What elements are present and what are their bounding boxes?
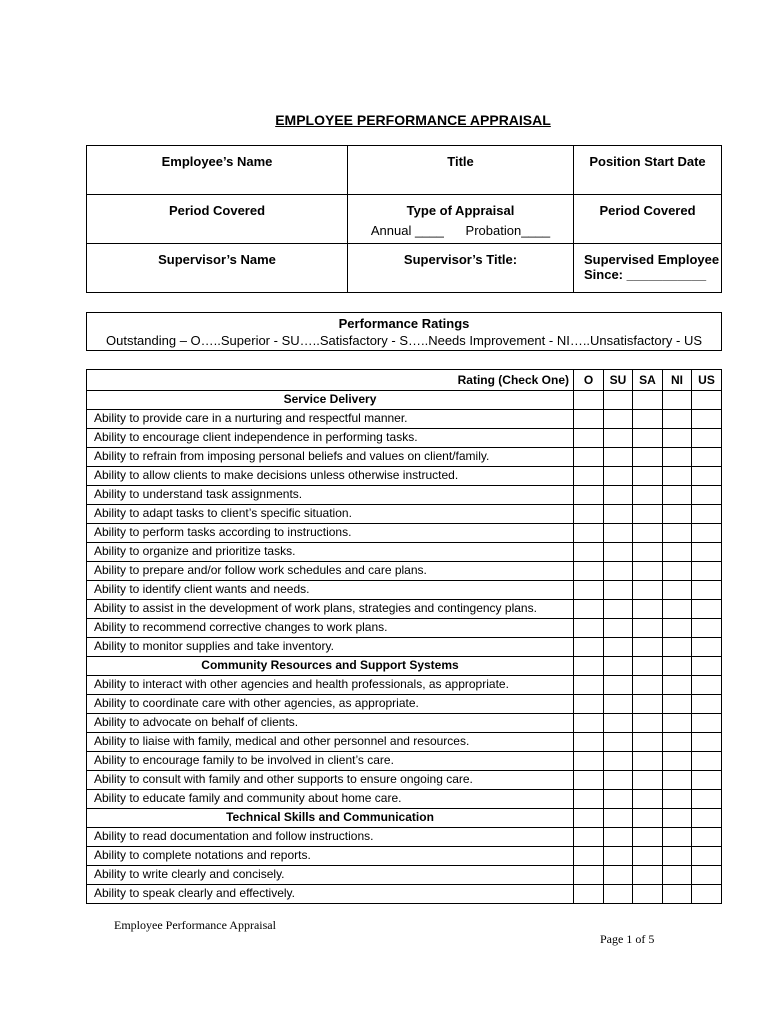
rating-checkbox-o[interactable] xyxy=(574,581,604,600)
appraisal-options: Annual ____ Probation____ xyxy=(370,223,551,238)
supervisor-name-label: Supervisor’s Name xyxy=(158,252,276,267)
rating-checkbox-ni xyxy=(663,391,692,410)
criterion-label: Ability to prepare and/or follow work schedules and care plans. xyxy=(87,562,574,581)
rating-checkbox-ni[interactable] xyxy=(663,885,692,904)
rating-checkbox-sa[interactable] xyxy=(633,714,663,733)
position-start-date-cell[interactable] xyxy=(574,146,722,195)
rating-checkbox-su[interactable] xyxy=(604,429,633,448)
rating-checkbox-ni xyxy=(663,657,692,676)
criterion-label: Ability to encourage family to be involved in client’s care. xyxy=(87,752,574,771)
rating-checkbox-us[interactable] xyxy=(692,562,722,581)
rating-checkbox-us[interactable] xyxy=(692,410,722,429)
rating-checkbox-su xyxy=(604,391,633,410)
appraisal-header-row xyxy=(87,370,722,391)
type-of-appraisal-label: Type of Appraisal xyxy=(406,203,515,218)
rating-checkbox-su[interactable] xyxy=(604,695,633,714)
rating-checkbox-sa[interactable] xyxy=(633,733,663,752)
rating-checkbox-sa[interactable] xyxy=(633,467,663,486)
rating-checkbox-ni[interactable] xyxy=(663,562,692,581)
rating-checkbox-ni[interactable] xyxy=(663,866,692,885)
footer-label: Employee Performance Appraisal xyxy=(114,918,276,932)
rating-checkbox-su[interactable] xyxy=(604,638,633,657)
criterion-label: Ability to consult with family and other supports to ensure ongoing care. xyxy=(87,771,574,790)
rating-checkbox-us[interactable] xyxy=(692,847,722,866)
performance-ratings-heading: Performance Ratings xyxy=(338,316,470,331)
rating-checkbox-su[interactable] xyxy=(604,847,633,866)
rating-checkbox-o[interactable] xyxy=(574,562,604,581)
rating-checkbox-o[interactable] xyxy=(574,733,604,752)
rating-checkbox-su[interactable] xyxy=(604,733,633,752)
type-of-appraisal-cell[interactable] xyxy=(348,195,574,244)
rating-checkbox-us[interactable] xyxy=(692,600,722,619)
criterion-label: Ability to coordinate care with other agencies, as appropriate. xyxy=(87,695,574,714)
rating-checkbox-us[interactable] xyxy=(692,467,722,486)
criterion-label: Ability to monitor supplies and take inventory. xyxy=(87,638,574,657)
rating-checkbox-sa[interactable] xyxy=(633,410,663,429)
rating-checkbox-ni[interactable] xyxy=(663,543,692,562)
table-row xyxy=(87,581,722,600)
criterion-label: Ability to encourage client independence in performing tasks. xyxy=(87,429,574,448)
rating-checkbox-us[interactable] xyxy=(692,448,722,467)
col-header-ni: NI xyxy=(663,370,692,391)
rating-checkbox-us[interactable] xyxy=(692,885,722,904)
section-row xyxy=(87,809,722,828)
rating-checkbox-o xyxy=(574,657,604,676)
rating-checkbox-o[interactable] xyxy=(574,847,604,866)
col-header-o: O xyxy=(574,370,604,391)
table-row xyxy=(87,638,722,657)
rating-checkbox-sa[interactable] xyxy=(633,676,663,695)
rating-checkbox-su[interactable] xyxy=(604,467,633,486)
rating-checkbox-sa[interactable] xyxy=(633,524,663,543)
rating-checkbox-us[interactable] xyxy=(692,790,722,809)
employee-info-table xyxy=(86,145,722,293)
rating-checkbox-sa[interactable] xyxy=(633,562,663,581)
criterion-label: Ability to speak clearly and effectively. xyxy=(87,885,574,904)
period-covered-label-2: Period Covered xyxy=(599,203,696,218)
rating-checkbox-o[interactable] xyxy=(574,790,604,809)
table-row xyxy=(87,448,722,467)
rating-checkbox-us[interactable] xyxy=(692,733,722,752)
rating-checkbox-us[interactable] xyxy=(692,429,722,448)
rating-checkbox-o[interactable] xyxy=(574,638,604,657)
table-row xyxy=(87,866,722,885)
rating-checkbox-o xyxy=(574,809,604,828)
rating-checkbox-us[interactable] xyxy=(692,676,722,695)
document-title: EMPLOYEE PERFORMANCE APPRAISAL xyxy=(275,112,551,128)
col-header-us: US xyxy=(692,370,722,391)
section-heading: Technical Skills and Communication xyxy=(87,809,574,828)
rating-checkbox-sa[interactable] xyxy=(633,581,663,600)
rating-checkbox-sa[interactable] xyxy=(633,828,663,847)
rating-checkbox-sa[interactable] xyxy=(633,505,663,524)
rating-checkbox-sa[interactable] xyxy=(633,638,663,657)
rating-checkbox-su xyxy=(604,809,633,828)
performance-ratings-box xyxy=(86,312,722,351)
table-row xyxy=(87,771,722,790)
rating-checkbox-su[interactable] xyxy=(604,524,633,543)
rating-checkbox-sa xyxy=(633,809,663,828)
rating-checkbox-su[interactable] xyxy=(604,790,633,809)
rating-checkbox-ni[interactable] xyxy=(663,410,692,429)
rating-header: Rating (Check One) xyxy=(87,370,574,391)
rating-checkbox-ni[interactable] xyxy=(663,733,692,752)
criterion-label: Ability to interact with other agencies and health professionals, as appropriate. xyxy=(87,676,574,695)
rating-checkbox-sa xyxy=(633,657,663,676)
rating-checkbox-ni[interactable] xyxy=(663,619,692,638)
rating-checkbox-ni[interactable] xyxy=(663,790,692,809)
rating-checkbox-sa[interactable] xyxy=(633,790,663,809)
rating-checkbox-sa[interactable] xyxy=(633,486,663,505)
rating-checkbox-ni[interactable] xyxy=(663,524,692,543)
rating-checkbox-us[interactable] xyxy=(692,638,722,657)
criterion-label: Ability to organize and prioritize tasks. xyxy=(87,543,574,562)
rating-checkbox-o[interactable] xyxy=(574,600,604,619)
rating-checkbox-su[interactable] xyxy=(604,410,633,429)
table-row xyxy=(87,714,722,733)
rating-checkbox-su[interactable] xyxy=(604,486,633,505)
rating-checkbox-o[interactable] xyxy=(574,695,604,714)
title-cell[interactable] xyxy=(348,146,574,195)
criterion-label: Ability to allow clients to make decisions unless otherwise instructed. xyxy=(87,467,574,486)
rating-checkbox-ni[interactable] xyxy=(663,771,692,790)
criterion-label: Ability to identify client wants and needs. xyxy=(87,581,574,600)
table-row xyxy=(87,790,722,809)
rating-checkbox-us[interactable] xyxy=(692,524,722,543)
rating-checkbox-o[interactable] xyxy=(574,676,604,695)
rating-checkbox-su[interactable] xyxy=(604,505,633,524)
rating-checkbox-su[interactable] xyxy=(604,752,633,771)
period-covered-cell-2[interactable] xyxy=(574,195,722,244)
rating-checkbox-o[interactable] xyxy=(574,505,604,524)
table-row xyxy=(87,429,722,448)
rating-checkbox-o[interactable] xyxy=(574,866,604,885)
rating-checkbox-o[interactable] xyxy=(574,828,604,847)
rating-checkbox-ni[interactable] xyxy=(663,752,692,771)
rating-checkbox-us[interactable] xyxy=(692,752,722,771)
rating-checkbox-su[interactable] xyxy=(604,600,633,619)
table-row xyxy=(87,467,722,486)
criterion-label: Ability to provide care in a nurturing and respectful manner. xyxy=(87,410,574,429)
page-number: Page 1 of 5 xyxy=(600,932,655,946)
table-row xyxy=(87,733,722,752)
rating-checkbox-ni[interactable] xyxy=(663,847,692,866)
supervisor-name-cell[interactable] xyxy=(87,244,348,293)
table-row xyxy=(87,600,722,619)
table-row xyxy=(87,562,722,581)
supervisor-title-cell[interactable] xyxy=(348,244,574,293)
section-row xyxy=(87,657,722,676)
table-row xyxy=(87,505,722,524)
appraisal-table xyxy=(86,369,722,904)
rating-checkbox-us[interactable] xyxy=(692,505,722,524)
supervised-employee-label: Supervised Employee xyxy=(584,252,720,267)
rating-checkbox-o[interactable] xyxy=(574,543,604,562)
table-row xyxy=(87,524,722,543)
rating-checkbox-us[interactable] xyxy=(692,486,722,505)
employee-name-label: Employee’s Name xyxy=(161,154,273,169)
rating-checkbox-su[interactable] xyxy=(604,828,633,847)
table-row xyxy=(87,885,722,904)
table-row xyxy=(87,695,722,714)
rating-checkbox-us xyxy=(692,391,722,410)
supervised-since-cell[interactable] xyxy=(574,244,722,293)
table-row xyxy=(87,847,722,866)
table-row xyxy=(87,828,722,847)
rating-checkbox-o[interactable] xyxy=(574,524,604,543)
rating-checkbox-ni[interactable] xyxy=(663,600,692,619)
table-row xyxy=(87,486,722,505)
rating-checkbox-o xyxy=(574,391,604,410)
table-row xyxy=(87,619,722,638)
title-label: Title xyxy=(447,154,474,169)
criterion-label: Ability to educate family and community about home care. xyxy=(87,790,574,809)
rating-checkbox-ni[interactable] xyxy=(663,676,692,695)
rating-checkbox-sa[interactable] xyxy=(633,600,663,619)
rating-checkbox-ni[interactable] xyxy=(663,448,692,467)
criterion-label: Ability to refrain from imposing personal beliefs and values on client/family. xyxy=(87,448,574,467)
criterion-label: Ability to write clearly and concisely. xyxy=(87,866,574,885)
rating-checkbox-us xyxy=(692,657,722,676)
section-heading: Service Delivery xyxy=(87,391,574,410)
rating-checkbox-ni[interactable] xyxy=(663,638,692,657)
rating-checkbox-sa[interactable] xyxy=(633,429,663,448)
rating-checkbox-us[interactable] xyxy=(692,771,722,790)
rating-checkbox-sa[interactable] xyxy=(633,885,663,904)
supervisor-title-label: Supervisor’s Title: xyxy=(403,252,518,267)
col-header-sa: SA xyxy=(633,370,663,391)
section-heading: Community Resources and Support Systems xyxy=(87,657,574,676)
rating-checkbox-ni[interactable] xyxy=(663,505,692,524)
rating-checkbox-us xyxy=(692,809,722,828)
employee-name-cell[interactable] xyxy=(87,146,348,195)
rating-checkbox-o[interactable] xyxy=(574,467,604,486)
rating-checkbox-o[interactable] xyxy=(574,885,604,904)
rating-checkbox-su[interactable] xyxy=(604,619,633,638)
rating-checkbox-o[interactable] xyxy=(574,752,604,771)
rating-checkbox-us[interactable] xyxy=(692,581,722,600)
rating-checkbox-us[interactable] xyxy=(692,543,722,562)
rating-checkbox-ni[interactable] xyxy=(663,828,692,847)
rating-checkbox-us[interactable] xyxy=(692,828,722,847)
rating-checkbox-su[interactable] xyxy=(604,866,633,885)
rating-checkbox-o[interactable] xyxy=(574,619,604,638)
rating-checkbox-o[interactable] xyxy=(574,410,604,429)
rating-checkbox-su[interactable] xyxy=(604,448,633,467)
rating-checkbox-sa[interactable] xyxy=(633,866,663,885)
criterion-label: Ability to liaise with family, medical and other personnel and resources. xyxy=(87,733,574,752)
performance-ratings-legend: Outstanding – O…..Superior - SU…..Satisfactory - S…..Needs Improvement - NI…..Unsatisfactory - US xyxy=(105,333,703,348)
rating-checkbox-us[interactable] xyxy=(692,619,722,638)
rating-checkbox-sa[interactable] xyxy=(633,752,663,771)
rating-checkbox-us[interactable] xyxy=(692,866,722,885)
period-covered-label: Period Covered xyxy=(168,203,266,218)
col-header-su: SU xyxy=(604,370,633,391)
criterion-label: Ability to adapt tasks to client’s specific situation. xyxy=(87,505,574,524)
criterion-label: Ability to complete notations and reports. xyxy=(87,847,574,866)
section-row xyxy=(87,391,722,410)
rating-checkbox-sa[interactable] xyxy=(633,543,663,562)
criterion-label: Ability to recommend corrective changes to work plans. xyxy=(87,619,574,638)
rating-checkbox-sa[interactable] xyxy=(633,448,663,467)
rating-checkbox-sa[interactable] xyxy=(633,847,663,866)
rating-checkbox-sa[interactable] xyxy=(633,771,663,790)
position-start-date-label: Position Start Date xyxy=(589,154,706,169)
rating-checkbox-ni[interactable] xyxy=(663,695,692,714)
rating-checkbox-su[interactable] xyxy=(604,885,633,904)
rating-checkbox-o[interactable] xyxy=(574,771,604,790)
criterion-label: Ability to perform tasks according to instructions. xyxy=(87,524,574,543)
rating-checkbox-su[interactable] xyxy=(604,543,633,562)
rating-checkbox-ni[interactable] xyxy=(663,581,692,600)
rating-checkbox-o[interactable] xyxy=(574,429,604,448)
rating-checkbox-ni[interactable] xyxy=(663,429,692,448)
rating-checkbox-su[interactable] xyxy=(604,562,633,581)
rating-checkbox-us[interactable] xyxy=(692,714,722,733)
table-row xyxy=(87,676,722,695)
rating-checkbox-sa[interactable] xyxy=(633,695,663,714)
since-label: Since: ___________ xyxy=(584,267,707,282)
period-covered-cell[interactable] xyxy=(87,195,348,244)
rating-checkbox-su[interactable] xyxy=(604,581,633,600)
rating-checkbox-ni[interactable] xyxy=(663,486,692,505)
rating-checkbox-sa[interactable] xyxy=(633,619,663,638)
rating-checkbox-o[interactable] xyxy=(574,714,604,733)
rating-checkbox-o[interactable] xyxy=(574,486,604,505)
criterion-label: Ability to assist in the development of work plans, strategies and contingency plans. xyxy=(87,600,574,619)
rating-checkbox-sa xyxy=(633,391,663,410)
rating-checkbox-ni xyxy=(663,809,692,828)
criterion-label: Ability to understand task assignments. xyxy=(87,486,574,505)
rating-checkbox-su xyxy=(604,657,633,676)
criterion-label: Ability to advocate on behalf of clients. xyxy=(87,714,574,733)
rating-checkbox-ni[interactable] xyxy=(663,714,692,733)
rating-checkbox-su[interactable] xyxy=(604,714,633,733)
criterion-label: Ability to read documentation and follow instructions. xyxy=(87,828,574,847)
rating-checkbox-su[interactable] xyxy=(604,676,633,695)
rating-checkbox-su[interactable] xyxy=(604,771,633,790)
table-row xyxy=(87,410,722,429)
rating-checkbox-o[interactable] xyxy=(574,448,604,467)
table-row xyxy=(87,752,722,771)
rating-checkbox-ni[interactable] xyxy=(663,467,692,486)
table-row xyxy=(87,543,722,562)
rating-checkbox-us[interactable] xyxy=(692,695,722,714)
